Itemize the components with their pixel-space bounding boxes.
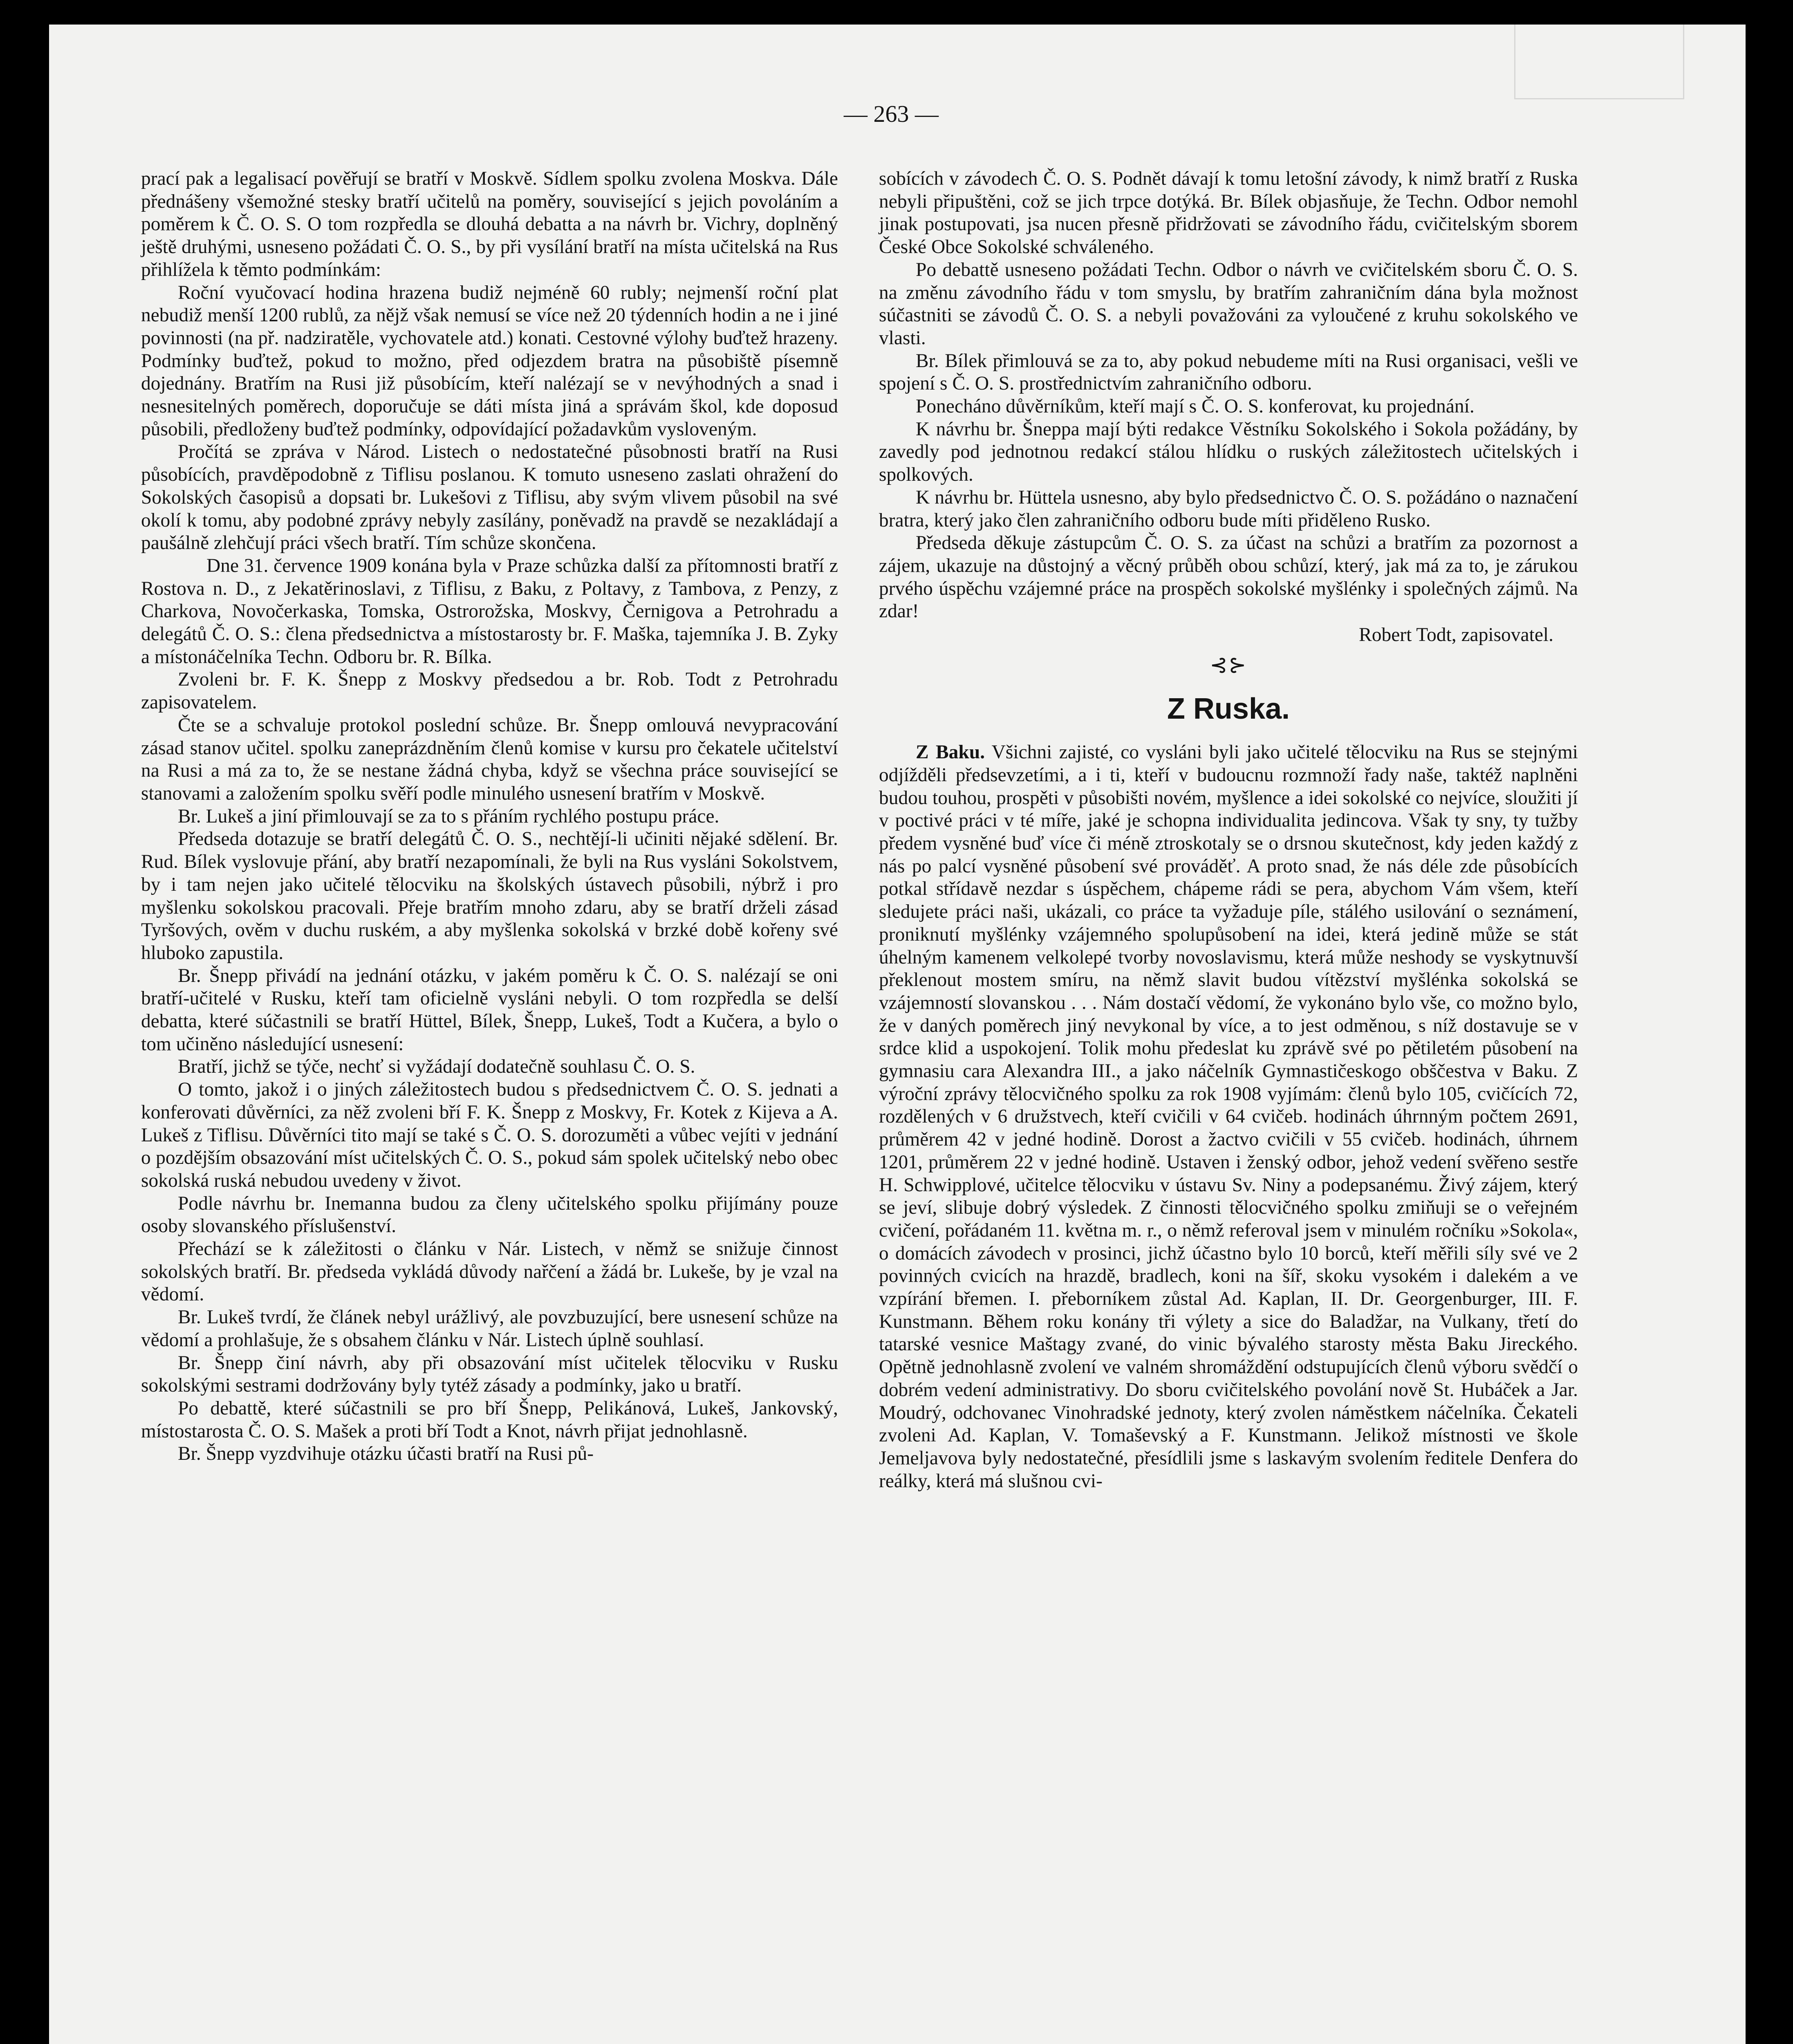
- paragraph: Br. Lukeš a jiní přimlouvají se za to s přáním rychlého postupu práce.: [178, 805, 719, 827]
- paragraph: K návrhu br. Šneppa mají býti redakce Věstníku Sokolského i Sokola požádány, by zavedly pod jednotnou redakcí stálou hlídku o ruských záležitostech učitelských i spolkových.: [879, 418, 1578, 486]
- paragraph: Bratří, jichž se týče, nechť si vyžádají dodatečně souhlasu Č. O. S.: [178, 1056, 695, 1078]
- ornament-divider: ⊰⊱: [1210, 653, 1247, 677]
- paragraph: Zvoleni br. F. K. Šnepp z Moskvy předsedou a br. Rob. Todt z Petrohradu zapisovatelem.: [141, 669, 838, 713]
- paragraph: Po debattě usneseno požádati Techn. Odbor o návrh ve cvičitelském sboru Č. O. S. na změnu závodního řádu v tom smyslu, by bratřím zahraničním dána byla možnost súčastniti se závodů Č. O. S. a nebyli považováni za vyloučené z kruhu sokolského ve vlasti.: [879, 259, 1578, 349]
- paragraph: sobících v závodech Č. O. S. Podnět dávají k tomu letošní závody, k nimž bratří z Ruska nebyli připuštěni, což se jich trpce dotýká. Br. Bílek objasňuje, že Techn. Odbor nemohl jinak postupovati, jsa nucen přesně přidržovati se závodního řádu, cvičitelským sborem České Obce Sokolské schváleného.: [879, 168, 1578, 258]
- paragraph: K návrhu br. Hüttela usnesno, aby bylo předsednictvo Č. O. S. požádáno o naznačení bratra, který jako člen zahraničního odboru bude míti přiděleno Rusko.: [879, 486, 1578, 531]
- paragraph: prací pak a legalisací pověřují se bratří v Moskvě. Sídlem spolku zvolena Moskva. Dále přednášeny všemožné stesky bratří učitelů na poměry, související s jejich povoláním a poměrem k Č. O. S. O tom rozpředla se dlouhá debatta a na návrh br. Vichry, doplněný ještě druhými, usneseno požádati Č. O. S., by při vysílání bratří na místa učitelská na Rus přihlížela k těmto podmínkám:: [141, 168, 838, 280]
- paragraph: Čte se a schvaluje protokol poslední schůze. Br. Šnepp omlouvá nevypracování zásad stanov učitel. spolku zaneprázdněním členů komise v kursu pro čekatele učitelství na Rusi a má za to, že se nestane žádná chyba, když se všechna práce související se stanovami a založením spolku svěří podle minulého usnesení bratřím v Moskvě.: [141, 714, 838, 804]
- paragraph: Dne 31. července 1909 konána byla v Praze schůzka další za přítomnosti bratří z Rostova n. D., z Jekatěrinoslavi, z Tiflisu, z Baku, z Poltavy, z Tambova, z Penzy, z Charkova, Novočerkaska, Tomska, Ostrorožska, Moskvy, Černigova a Petrohradu a delegátů Č. O. S.: člena předsednictva a místostarosty br. F. Maška, tajemníka J. B. Zyky a místonáčelníka Techn. Odboru br. R. Bílka.: [141, 555, 838, 668]
- paragraph: Br. Lukeš tvrdí, že článek nebyl urážlivý, ale povzbuzující, bere usnesení schůze na vědomí a prohlašuje, že s obsahem článku v Nár. Listech úplně souhlasí.: [141, 1307, 838, 1351]
- paragraph: Roční vyučovací hodina hrazena budiž nejméně 60 rubly; nejmenší roční plat nebudiž menší 1200 rublů, za nějž však nemusí se více než 20 týdenních hodin a ne i jiné povinnosti (na př. nadziratěle, vychovatele atd.) konati. Cestovné výlohy buďtež hrazeny. Podmínky buďtež, pokud to možno, před odjezdem bratra na působiště písemně dojednány. Bratřím na Rusi již působícím, kteří nalézají se v nevýhodných a snad i nesnesitelných poměrech, doporučuje se dáti místa jiná a správám škol, kde doposud působili, předloženy buďtež podmínky, odpovídající požadavkům vysloveným.: [141, 282, 838, 440]
- library-stamp: [1514, 25, 1684, 99]
- paragraph: Přechází se k záležitosti o článku v Nár. Listech, v němž se snižuje činnost sokolských bratří. Br. předseda vykládá důvody nařčení a žádá br. Lukeše, by je vzal na vědomí.: [141, 1238, 838, 1305]
- baku-text: Všichni zajisté, co vysláni byli jako učitelé tělocviku na Rus se stejnými odjížděli předsevzetími, a i ti, kteří v budoucnu rozmnoží řady naše, taktéž naplněni budou touhou, prospěti v působišti novém, myšlence a idei sokolské co nejvíce, sloužiti jí v poctivé práci v té míře, jaké je schopna individualita jedincova. Však ty sny, ty tužby předem vysněné buď více či méně ztroskotaly se o drsnou skutečnost, kdy jeden každý z nás po palcí vysněné působení své prováděť. A proto snad, že nás déle zde působících potkal střídavě nezdar s úspěchem, chápeme rádi se pera, abychom Vám všem, kteří sledujete práci naši, ukázali, co práce ta vyžaduje píle, stálého usilování o seznámení, proniknutí myšlénky vzájemného spolupůsobení na idei, která jedině může se stát úhelným kamenem velkolepé tvorby novoslavismu, která může neshody se vyskytnuvší překlenout mostem smíru, na němž slavit budou vítězství myšlénka sokolská se vzájemností slovanskou . . . Nám dostačí vědomí, že vykonáno bylo vše, co možno bylo, že v daných poměrech jiný nevykonal by více, a to jest odměnou, s níž dostavuje se v srdce klid a uspokojení. Tolik mohu předeslat ku zprávě své po pětiletém působení na gymnasiu cara Alexandra III., a jako náčelník Gymnastičeskogo obščestva v Baku. Z výroční zprávy tělocvičného spolku za rok 1908 vyjímám: členů bylo 105, cvičících 72, rozdělených v 6 družstvech, kteří cvičili v 64 cvičeb. hodinách úhrnným počtem 2691, průměrem 42 v jedné hodině. Dorost a žactvo cvičili v 55 cvičeb. hodinách, úhrnem 1201, průměrem 22 v jedné hodině. Ustaven i ženský odbor, jehož vedení svěřeno sestře H. Schwipplové, učitelce tělocviku v ústavu Sv. Niny a podepsanému. Živý zájem, který se jeví, slibuje dobrý výsledek. Z činnosti tělocvičného spolku zmiňuji se o veřejném cvičení, pořádaném 11. května m. r., o němž referoval jsem v minulém ročníku »Sokola«, o domácích závodech v prosinci, jichž účastno bylo 10 borců, kteří měřili síly své ve 2 povinných cvicích na hrazdě, bradlech, koni na šíř, skoku vysokém i dalekém a ve vzpírání břemen. I. přeborníkem zůstal Ad. Kaplan, II. Dr. Georgenburger, III. F. Kunstmann. Během roku konány tři výlety a sice do Baladžar, na Vulkany, třetí do tatarské vesnice Maštagy zvané, do vinic bývalého starosty města Baku Jireckého. Opětně jednohlasně zvolení ve valném shromáždění odstupujících členů výboru svědčí o dobrém vedení administrativy. Do sboru cvičitelského povolání nově St. Hubáček a Jar. Moudrý, odchovanec Vinohradské jednoty, který zvolen náměstkem náčelníka. Čekateli zvoleni Ad. Kaplan, V. Tomaševský a F. Kunstmann. Jelikož místnosti ve škole Jemeljavova byly nedostatečné, přesídlili jsme s laskavým svolením ředitele Denfera do reálky, která má slušnou cvi-: [879, 742, 1578, 1492]
- paragraph: Podle návrhu br. Inemanna budou za členy učitelského spolku přijímány pouze osoby slovanského příslušenství.: [141, 1192, 838, 1237]
- left-column: [141, 168, 838, 1466]
- paragraph: Ponecháno důvěrníkům, kteří mají s Č. O. S. konferovat, ku projednání.: [916, 396, 1475, 417]
- paragraph: Br. Šnepp činí návrh, aby při obsazování míst učitelek tělocviku v Rusku sokolskými sestrami dodržovány byly tytéž zásady a podmínky, jako u bratří.: [141, 1352, 838, 1396]
- paragraph: Br. Šnepp vyzdvihuje otázku účasti bratří na Rusi pů-: [178, 1443, 594, 1465]
- section-title: Z Ruska.: [1167, 693, 1290, 726]
- page-number: — 263 —: [844, 101, 939, 127]
- paragraph: Předseda děkuje zástupcům Č. O. S. za účast na schůzi a bratřím za pozornost a zájem, ukazuje na důstojný a věcný průběh obou schůzí, který, jak má za to, je zárukou prvého úspěchu vzájemné práce na prospěch sokolské myšlénky i společných zájmů. Na zdar!: [879, 532, 1578, 622]
- paragraph: Předseda dotazuje se bratří delegátů Č. O. S., nechtějí-li učiniti nějaké sdělení. Br. Rud. Bílek vyslovuje přání, aby bratří nezapomínali, že byli na Rus vysláni Sokolstvem, by i tam nejen jako učitelé tělocviku na školských ústavech působili, nýbrž i pro myšlenku sokolskou pracovali. Přeje bratřím mnoho zdaru, aby se bratří drželi zásad Tyršových, ověm v duchu ruském, a aby myšlenka sokolská v brzké době kořeny své hluboko zapustila.: [141, 828, 838, 964]
- paragraph: Br. Šnepp přivádí na jednání otázku, v jakém poměru k Č. O. S. nalézají se oni bratří-učitelé v Rusku, kteří tam oficielně vysláni nebyli. O tom rozpředla se delší debatta, které súčastnili se bratří Hüttel, Bílek, Šnepp, Lukeš, Todt a Kučera, a bylo o tom učiněno následující usnesení:: [141, 965, 838, 1055]
- paragraph: Br. Bílek přimlouvá se za to, aby pokud nebudeme míti na Rusi organisaci, vešli ve spojení s Č. O. S. prostřednictvím zahraničního odboru.: [879, 350, 1578, 394]
- paragraph: O tomto, jakož i o jiných záležitostech budou s předsednictvem Č. O. S. jednati a konferovati důvěrníci, za něž zvoleni bří F. K. Šnepp z Moskvy, Fr. Kotek z Kijeva a A. Lukeš z Tiflisu. Důvěrníci tito mají se také s Č. O. S. dorozuměti a vůbec vejíti v jednání o pozdějším obsazování míst učitelských Č. O. S., pokud sám spolek učitelský nebo obec sokolská ruská nebudou uvedeny v život.: [141, 1079, 838, 1191]
- paragraph: Po debattě, které súčastnili se pro bří Šnepp, Pelikánová, Lukeš, Jankovský, místostarosta Č. O. S. Mašek a proti bří Todt a Knot, návrh přijat jednohlasně.: [141, 1397, 838, 1442]
- baku-paragraph: [879, 741, 1578, 1493]
- paragraph: Pročítá se zpráva v Národ. Listech o nedostatečné působnosti bratří na Rusi působících, pravděpodobně z Tiflisu poslanou. K tomuto usneseno zaslati ohražení do Sokolských časopisů a dopsati br. Lukešovi z Tiflisu, aby svým vlivem působil na své okolí k tomu, aby podobné zprávy nebyly zasílány, poněvadž na pravdě se nezakládají a paušálně zlehčují práci všech bratří. Tím schůze skončena.: [141, 441, 838, 554]
- signature: Robert Todt, zapisovatel.: [1359, 624, 1553, 646]
- right-column: [879, 168, 1578, 1493]
- place-label: Z Baku.: [916, 742, 985, 763]
- document-page: [49, 25, 1746, 2044]
